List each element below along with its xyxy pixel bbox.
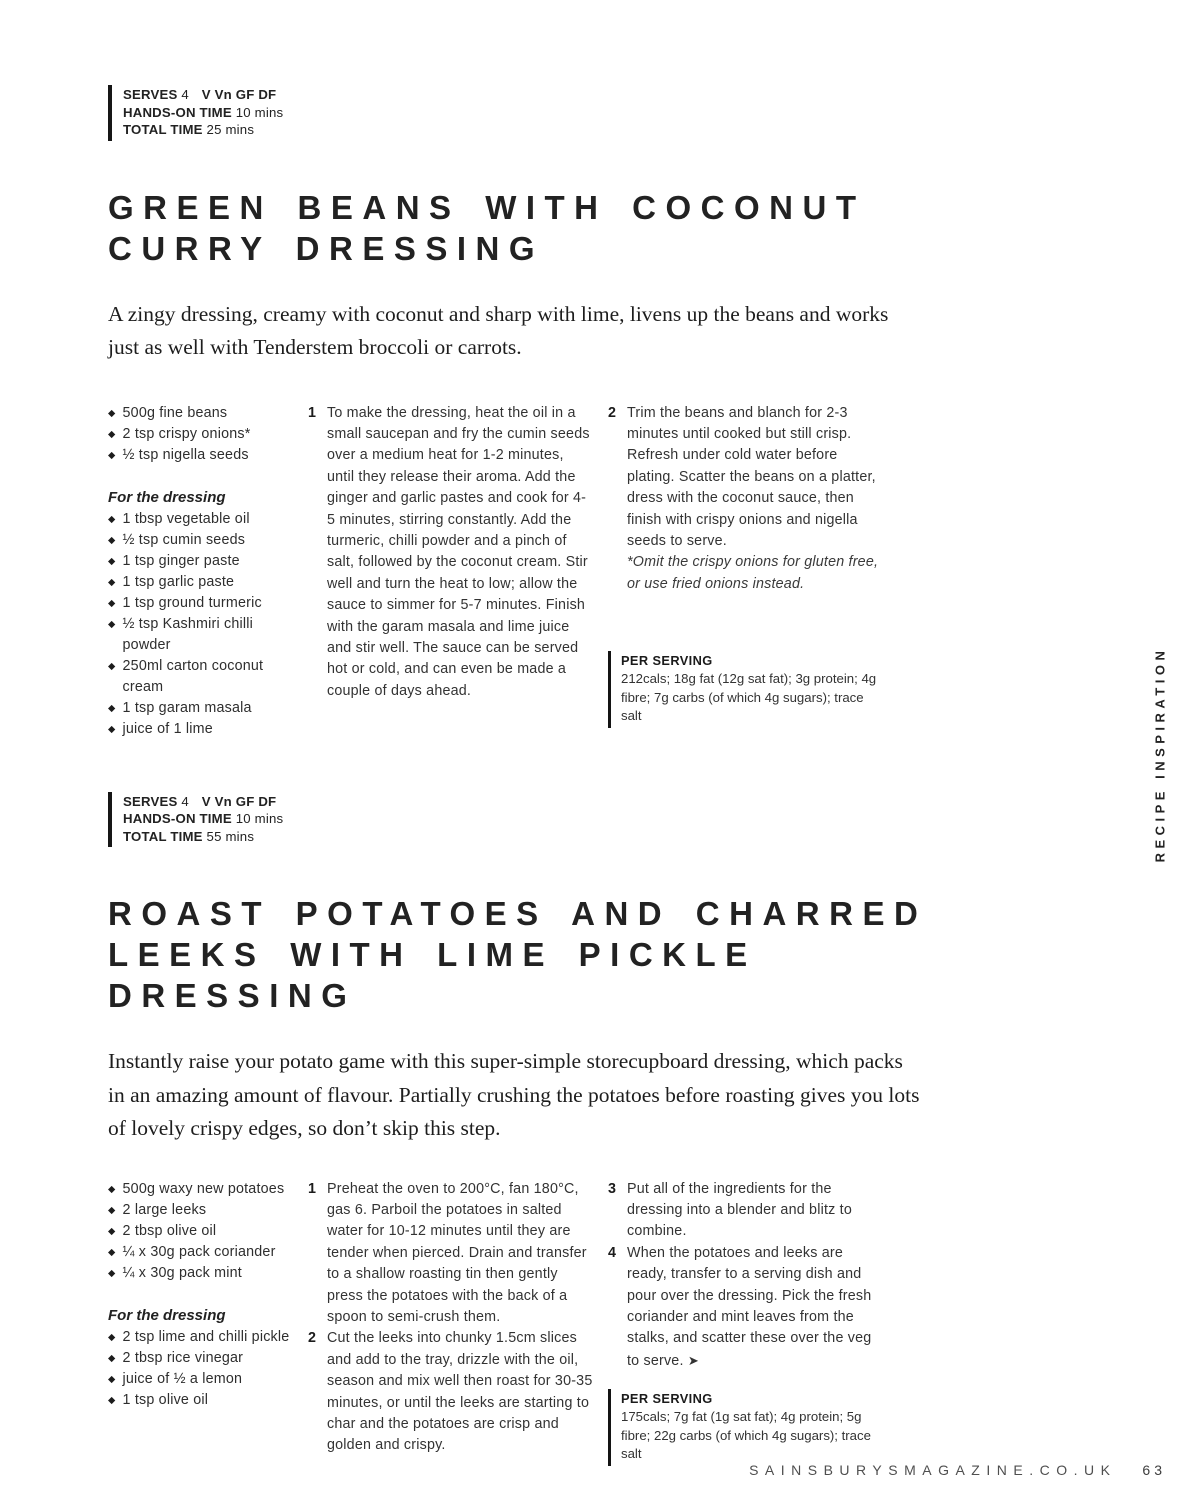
diamond-bullet-icon: ◆ <box>108 449 116 461</box>
hands-on-time-label: HANDS-ON TIME <box>123 104 232 120</box>
recipe-title: GREEN BEANS WITH COCONUT CURRY DRESSING <box>108 188 866 267</box>
step-text: Put all of the ingredients for the dressing into a blender and blitz to combine. <box>627 1180 852 1240</box>
ingredient-item <box>108 656 298 698</box>
step-text-main: Trim the beans and blanch for 2-3 minutes until cooked but still crisp. Refresh under cold water before plating. Scatter the beans on a platter, dress with the coconut sauce, then finish with crispy onions and nigella seeds to serve. <box>627 404 876 549</box>
ingredients-column <box>108 1179 308 1411</box>
section-label-vertical: RECIPE INSPIRATION <box>1152 646 1168 863</box>
diamond-bullet-icon: ◆ <box>108 1373 116 1385</box>
method-step-4 <box>608 1243 886 1372</box>
diamond-bullet-icon: ◆ <box>108 1183 116 1195</box>
step-text: Preheat the oven to 200°C, fan 180°C, gas 6. Parboil the potatoes in salted water for 10-12 minutes until they are tender when pierced. Drain and transfer to a shallow roasting tin then gently press the potatoes with the back of a spoon to semi-crush them. <box>327 1180 587 1325</box>
ingredient-item <box>108 1390 298 1411</box>
ingredient-text: ½ tsp Kashmiri chilli powder <box>122 615 254 653</box>
ingredient-item <box>108 445 298 466</box>
total-time-line <box>123 121 908 139</box>
ingredient-text: juice of 1 lime <box>122 720 213 737</box>
ingredient-item <box>108 1369 298 1390</box>
diamond-bullet-icon: ◆ <box>108 660 116 672</box>
diamond-bullet-icon: ◆ <box>108 1331 116 1343</box>
ingredient-item <box>108 614 298 656</box>
serves-line <box>123 793 908 811</box>
ingredient-list <box>108 403 298 466</box>
step-text: Cut the leeks into chunky 1.5cm slices and add to the tray, drizzle with the oil, season and mix well then roast for 30-35 minutes, or until the leeks are starting to char and the potatoes are crisp and golden and crispy. <box>327 1330 593 1454</box>
ingredient-item <box>108 719 298 740</box>
diamond-bullet-icon: ◆ <box>108 1204 116 1216</box>
per-serving-label: PER SERVING <box>621 653 713 669</box>
diamond-bullet-icon: ◆ <box>108 597 116 609</box>
diamond-bullet-icon: ◆ <box>108 1394 116 1406</box>
ingredient-item <box>108 509 298 530</box>
recipe-roast-potatoes <box>108 792 928 1466</box>
serves-value: 4 <box>181 87 189 102</box>
total-time-value: 55 mins <box>206 828 255 844</box>
method-step-3 <box>608 1179 886 1243</box>
diamond-bullet-icon: ◆ <box>108 702 116 714</box>
ingredient-text: 2 tsp lime and chilli pickle <box>122 1328 290 1345</box>
diamond-bullet-icon: ◆ <box>108 1267 116 1279</box>
serves-line <box>123 86 908 104</box>
serves-label: SERVES <box>123 87 178 102</box>
ingredient-text: juice of ½ a lemon <box>122 1370 243 1387</box>
recipe-title: ROAST POTATOES AND CHARRED LEEKS WITH LIME PICKLE DRESSING <box>108 895 928 1014</box>
step-number: 1 <box>308 1180 317 1197</box>
ingredient-text: 250ml carton coconut cream <box>122 657 264 695</box>
ingredient-text: ½ tsp nigella seeds <box>122 446 249 463</box>
method-step-1 <box>308 403 594 703</box>
step-number: 4 <box>608 1244 617 1261</box>
ingredient-item <box>108 551 298 572</box>
diamond-bullet-icon: ◆ <box>108 1246 116 1258</box>
method-column-1 <box>308 403 608 703</box>
dressing-heading: For the dressing <box>108 1306 226 1324</box>
method-column-2 <box>608 1179 900 1466</box>
ingredient-text: 1 tsp garlic paste <box>122 573 235 590</box>
method-column-2 <box>608 403 900 728</box>
ingredient-item <box>108 1348 298 1369</box>
ingredient-item <box>108 530 298 551</box>
ingredient-item <box>108 1327 298 1348</box>
hands-on-time-value: 10 mins <box>235 811 284 826</box>
total-time-value: 25 mins <box>206 122 255 137</box>
diamond-bullet-icon: ◆ <box>108 555 116 567</box>
serves-label: SERVES <box>123 793 178 809</box>
ingredient-item <box>108 1242 298 1263</box>
per-serving-text: 175cals; 7g fat (1g sat fat); 4g protein; 5g fibre; 22g carbs (of which 4g sugars); trace salt <box>621 1409 871 1462</box>
ingredient-text: 2 large leeks <box>122 1201 207 1218</box>
step-text <box>627 403 886 596</box>
hands-on-time-line <box>123 104 908 122</box>
ingredient-item <box>108 424 298 445</box>
step-number: 1 <box>308 404 317 421</box>
page-content <box>108 0 928 1466</box>
gluten-free-note: *Omit the crispy onions for gluten free, or use fried onions instead. <box>627 554 879 592</box>
diamond-bullet-icon: ◆ <box>108 513 116 525</box>
total-time-line <box>123 828 908 846</box>
diamond-bullet-icon: ◆ <box>108 407 116 419</box>
hands-on-time-value: 10 mins <box>235 104 284 120</box>
recipe-meta <box>108 792 908 848</box>
diet-flags: V Vn GF DF <box>201 87 277 102</box>
total-time-label: TOTAL TIME <box>123 828 203 844</box>
diamond-bullet-icon: ◆ <box>108 576 116 588</box>
page-footer <box>749 1462 1166 1478</box>
ingredient-item <box>108 1263 298 1284</box>
recipe-meta <box>108 85 908 141</box>
ingredient-text: 1 tsp garam masala <box>122 699 252 716</box>
ingredient-text: 1 tsp ground turmeric <box>122 594 262 611</box>
ingredient-text: 2 tbsp rice vinegar <box>122 1349 244 1366</box>
ingredient-text: 1 tsp olive oil <box>122 1391 209 1408</box>
method-step-2 <box>308 1328 594 1456</box>
dressing-ingredient-list <box>108 1327 298 1411</box>
ingredient-text: 500g waxy new potatoes <box>122 1180 285 1197</box>
ingredient-text: ¼ x 30g pack coriander <box>122 1243 276 1260</box>
ingredient-text: 2 tsp crispy onions* <box>122 425 251 442</box>
step-text: To make the dressing, heat the oil in a small saucepan and fry the cumin seeds over a medium heat for 1-2 minutes, until they release their aroma. Add the ginger and garlic pastes and cook for 4-5 minutes, stirring constantly. Add the turmeric, chilli powder and a pinch of salt, followed by the coconut cream. Stir well and turn the heat to low; allow the sauce to simmer for 5-7 minutes. Finish with the garam masala and lime juice and stir well. The sauce can be served hot or cold, and can even be made a couple of days ahead. <box>327 404 590 699</box>
ingredient-text: 1 tbsp vegetable oil <box>122 510 250 527</box>
method-step-2 <box>608 403 886 596</box>
ingredient-list <box>108 1179 298 1284</box>
ingredient-text: 1 tsp ginger paste <box>122 552 240 569</box>
diamond-bullet-icon: ◆ <box>108 428 116 440</box>
diamond-bullet-icon: ◆ <box>108 534 116 546</box>
diamond-bullet-icon: ◆ <box>108 1352 116 1364</box>
diet-flags: V Vn GF DF <box>201 793 277 809</box>
diamond-bullet-icon: ◆ <box>108 1225 116 1237</box>
total-time-label: TOTAL TIME <box>123 122 203 137</box>
page-edge-photo-strip <box>0 0 9 1506</box>
ingredient-item <box>108 698 298 719</box>
serves-value: 4 <box>181 793 189 809</box>
recipe-columns <box>108 1179 908 1466</box>
hands-on-time-label: HANDS-ON TIME <box>123 811 232 826</box>
ingredient-item <box>108 1221 298 1242</box>
ingredient-item <box>108 403 298 424</box>
recipe-intro: Instantly raise your potato game with this super-simple storecupboard dressing, which packs in an amazing amount of flavour. Partially crushing the potatoes before roasting gives you lots of lovely crispy edges, so don’t skip this step. <box>108 1049 920 1140</box>
recipe-intro: A zingy dressing, creamy with coconut and sharp with lime, livens up the beans and works just as well with Tenderstem broccoli or carrots. <box>108 301 889 359</box>
ingredient-item <box>108 572 298 593</box>
ingredient-text: 2 tbsp olive oil <box>122 1222 217 1239</box>
ingredient-text: ¼ x 30g pack mint <box>122 1264 242 1281</box>
per-serving-box <box>608 1389 889 1466</box>
diamond-bullet-icon: ◆ <box>108 723 116 735</box>
step-number: 3 <box>608 1180 617 1197</box>
per-serving-box <box>608 651 889 728</box>
ingredient-item <box>108 1200 298 1221</box>
ingredient-item <box>108 1179 298 1200</box>
ingredient-item <box>108 593 298 614</box>
ingredient-text: 500g fine beans <box>122 404 228 421</box>
step-number: 2 <box>608 404 617 421</box>
step-text-main: When the potatoes and leeks are ready, transfer to a serving dish and pour over the dressing. Pick the fresh coriander and mint leaves from the stalks, and scatter these over the veg to serve. <box>627 1244 872 1369</box>
page-number: 63 <box>1142 1462 1166 1478</box>
recipe-columns <box>108 403 908 740</box>
method-step-1 <box>308 1179 594 1329</box>
step-number: 2 <box>308 1330 317 1347</box>
magazine-url: SAINSBURYSMAGAZINE.CO.UK <box>749 1462 1117 1478</box>
ingredients-column <box>108 403 308 740</box>
diamond-bullet-icon: ◆ <box>108 618 116 630</box>
per-serving-label: PER SERVING <box>621 1391 713 1407</box>
dressing-heading: For the dressing <box>108 488 226 506</box>
hands-on-time-line <box>123 810 908 828</box>
continued-arrow-icon: ➤ <box>687 1352 699 1368</box>
dressing-ingredient-list <box>108 509 298 740</box>
ingredient-text: ½ tsp cumin seeds <box>122 531 246 548</box>
method-column-1 <box>308 1179 608 1457</box>
recipe-green-beans <box>108 85 908 740</box>
per-serving-text: 212cals; 18g fat (12g sat fat); 3g protein; 4g fibre; 7g carbs (of which 4g sugars); trace salt <box>621 671 877 724</box>
step-text <box>627 1243 886 1372</box>
